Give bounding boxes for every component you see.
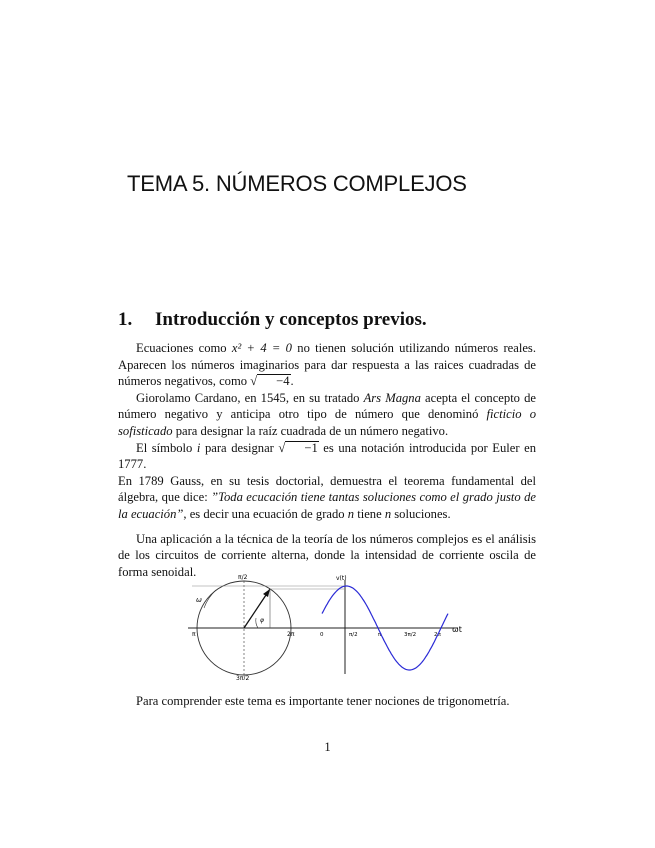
rotation-arc — [204, 590, 216, 608]
text-run: El símbolo — [136, 440, 197, 455]
section-heading — [118, 309, 427, 331]
wave-tick-label: 2π — [434, 632, 441, 638]
figure-svg — [186, 570, 466, 680]
italic-term: ficticio o sofisticado — [118, 407, 536, 438]
text-run: acepta el concepto de número negativo y anticipa otro tipo de número que denominó — [118, 390, 537, 422]
section-title: Introducción y conceptos previos. — [155, 309, 427, 330]
circle-top-label: π/2 — [238, 574, 248, 581]
paragraph-equations — [118, 340, 536, 390]
paragraph-gauss — [118, 473, 536, 523]
text-run: es una notación introducida por Euler en 1777. — [118, 440, 536, 472]
math-equation: x² + 4 = 0 — [231, 341, 292, 355]
math-sqrt: −4 — [257, 374, 290, 387]
wave-x-label: ωt — [452, 625, 462, 634]
book-title: Ars Magna — [363, 390, 421, 405]
paragraph-euler — [118, 440, 536, 473]
wave-y-label: v(t) — [336, 575, 347, 582]
chapter-title: TEMA 5. NÚMEROS COMPLEJOS — [127, 171, 467, 196]
text-run: Giorolamo Cardano, en 1545, en su tratado — [136, 390, 364, 405]
math-symbol: i — [196, 440, 201, 455]
text-run: . — [290, 374, 294, 389]
theorem-quote: ”Toda ecucación tiene tantas soluciones como el grado justo de la ecuación” — [118, 490, 537, 521]
circle-right-label: 2π — [287, 631, 295, 638]
wave-tick-label: 0 — [320, 632, 324, 638]
omega-label: ω — [196, 596, 202, 604]
phasor-sine-figure — [186, 570, 466, 680]
text-run: Ecuaciones como — [136, 341, 232, 355]
math-symbol: n — [384, 506, 392, 521]
text-run: , es decir una ecuación de grado — [183, 506, 348, 521]
body-text — [118, 340, 536, 580]
section-number: 1. — [118, 309, 133, 330]
radical-sign: √ — [250, 374, 258, 389]
radical-sign: √ — [278, 440, 286, 455]
angle-label: φ — [260, 617, 264, 624]
text-run: soluciones. — [391, 506, 451, 521]
page-number: 1 — [324, 740, 331, 754]
paragraph-cardano — [118, 390, 536, 440]
text-run: no tienen solución utilizando números reales. Aparecen los números imaginarios para dar respuesta a las raices cuadradas de números negativos, como — [118, 341, 536, 389]
circle-left-label: π — [192, 631, 196, 638]
math-symbol: n — [347, 506, 355, 521]
text-run: para designar — [200, 440, 279, 455]
circle-bottom-label: 3π/2 — [236, 675, 250, 680]
angle-arc — [256, 618, 258, 628]
text-run: tiene — [354, 506, 385, 521]
wave-tick-label: π — [378, 632, 382, 638]
wave-tick-label: 3π/2 — [404, 632, 417, 638]
text-run: En 1789 Gauss, en su tesis doctorial, demuestra el teorema fundamental del álgebra, que dice: — [118, 473, 536, 505]
closing-paragraph: Para comprender este tema es importante tener nociones de trigonometría. — [136, 694, 510, 708]
paragraph-application: Una aplicación a la técnica de la teoría de los números complejos es el análisis de los circuitos de corriente alterna, donde la intensidad de corriente oscila de forma senoidal. — [118, 531, 536, 579]
text-run: para designar la raíz cuadrada de un número negativo. — [172, 423, 449, 438]
math-sqrt: −1 — [285, 441, 318, 454]
wave-tick-label: π/2 — [349, 632, 358, 638]
arrow-head-icon — [263, 589, 270, 597]
